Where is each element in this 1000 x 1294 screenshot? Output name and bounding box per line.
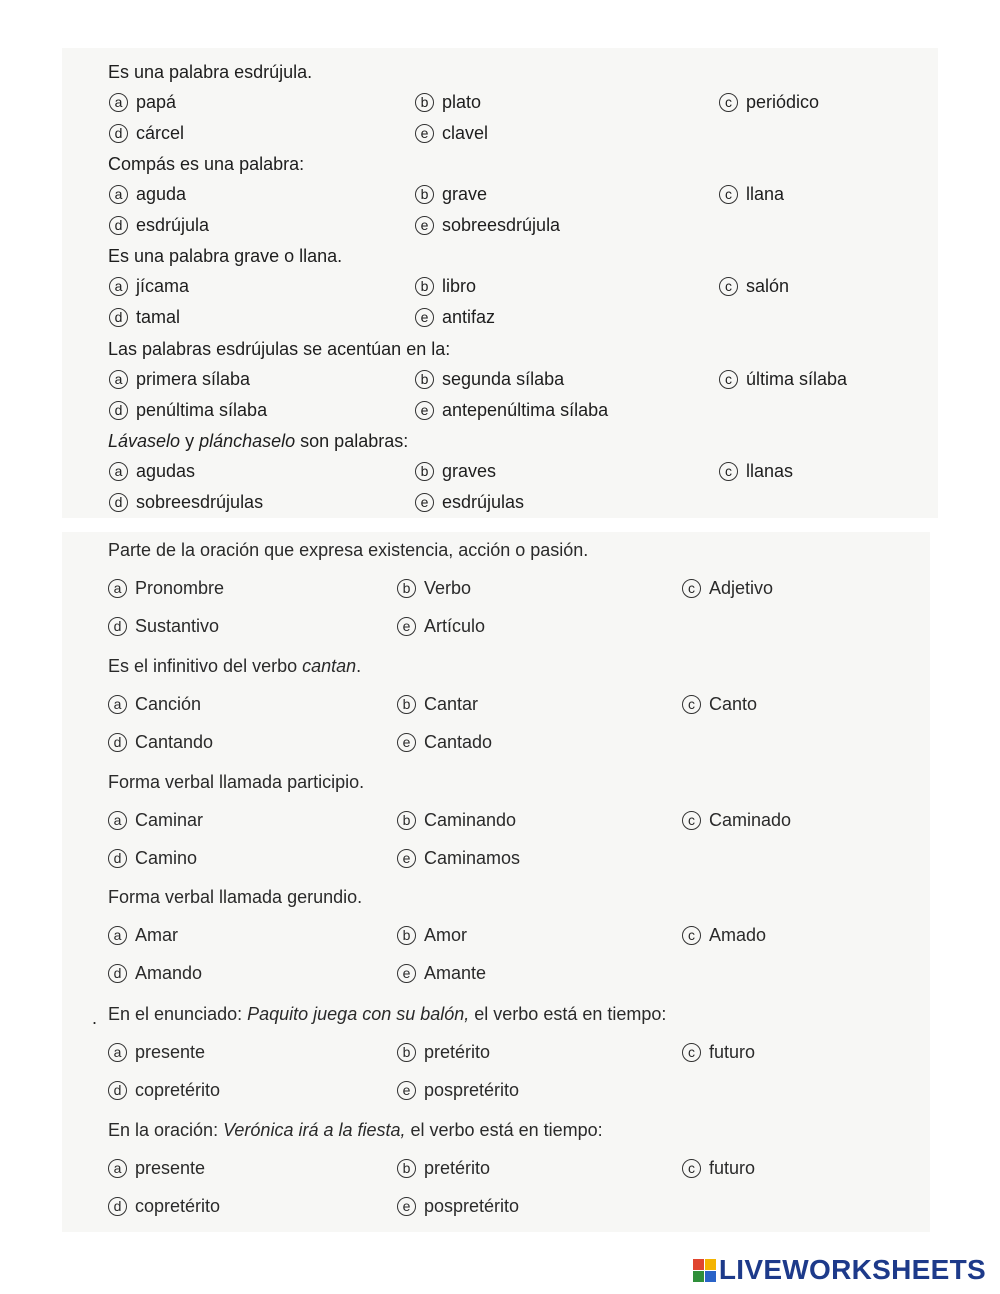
option-text: segunda sílaba bbox=[442, 369, 565, 389]
answer-option-a[interactable] bbox=[108, 1042, 205, 1063]
answer-option-e[interactable] bbox=[397, 1196, 519, 1217]
answer-option-e[interactable] bbox=[415, 215, 560, 236]
answer-option-b[interactable] bbox=[397, 578, 471, 599]
answer-option-e[interactable] bbox=[397, 848, 520, 869]
stray-dot: . bbox=[92, 1008, 98, 1028]
option-letter-e-icon: e bbox=[397, 1197, 416, 1216]
option-text: última sílaba bbox=[746, 369, 848, 389]
answer-option-b[interactable] bbox=[415, 184, 487, 205]
option-text: periódico bbox=[746, 92, 820, 112]
option-letter-a-icon: a bbox=[108, 1159, 127, 1178]
option-letter-c-icon: c bbox=[719, 370, 738, 389]
option-text: graves bbox=[442, 461, 497, 481]
option-text: esdrújulas bbox=[442, 492, 525, 512]
brand-name: LIVEWORKSHEETS bbox=[718, 1254, 986, 1285]
answer-option-d[interactable] bbox=[108, 616, 219, 637]
option-text: plato bbox=[442, 92, 482, 112]
question-prompt bbox=[108, 656, 361, 677]
option-text: Amor bbox=[424, 925, 468, 945]
answer-option-b[interactable] bbox=[397, 694, 478, 715]
answer-option-b[interactable] bbox=[397, 1042, 490, 1063]
question-prompt: Forma verbal llamada gerundio. bbox=[108, 887, 363, 907]
answer-option-b[interactable] bbox=[415, 276, 476, 297]
question-prompt: Las palabras esdrújulas se acentúan en la: bbox=[108, 339, 451, 359]
option-text: sobreesdrújula bbox=[442, 215, 561, 235]
option-letter-e-icon: e bbox=[415, 308, 434, 327]
option-text: futuro bbox=[709, 1158, 756, 1178]
option-text: presente bbox=[135, 1042, 206, 1062]
answer-option-c[interactable] bbox=[682, 694, 757, 715]
option-letter-d-icon: d bbox=[109, 308, 128, 327]
option-text: Cantar bbox=[424, 694, 479, 714]
answer-option-d[interactable] bbox=[109, 123, 184, 144]
prompt-italic: cantan bbox=[302, 656, 357, 676]
option-letter-b-icon: b bbox=[415, 185, 434, 204]
option-letter-b-icon: b bbox=[415, 462, 434, 481]
option-letter-d-icon: d bbox=[108, 1197, 127, 1216]
option-text: pretérito bbox=[424, 1158, 491, 1178]
answer-option-b[interactable] bbox=[415, 369, 564, 390]
question-prompt: Es una palabra grave o llana. bbox=[108, 246, 343, 266]
option-text: Cantado bbox=[424, 732, 493, 752]
option-text: copretérito bbox=[135, 1080, 221, 1100]
option-letter-d-icon: d bbox=[109, 493, 128, 512]
option-text: Artículo bbox=[424, 616, 486, 636]
option-letter-c-icon: c bbox=[719, 93, 738, 112]
option-letter-c-icon: c bbox=[682, 695, 701, 714]
option-letter-e-icon: e bbox=[397, 733, 416, 752]
option-text: Canto bbox=[709, 694, 758, 714]
answer-option-a[interactable] bbox=[109, 184, 186, 205]
answer-option-e[interactable] bbox=[397, 1080, 519, 1101]
option-text: antifaz bbox=[442, 307, 496, 327]
option-letter-d-icon: d bbox=[108, 964, 127, 983]
question-prompt: Forma verbal llamada participio. bbox=[108, 772, 365, 792]
option-letter-b-icon: b bbox=[397, 1159, 416, 1178]
option-text: salón bbox=[746, 276, 790, 296]
answer-option-c[interactable] bbox=[719, 461, 793, 482]
option-text: jícama bbox=[136, 276, 190, 296]
answer-option-a[interactable] bbox=[108, 810, 203, 831]
option-letter-c-icon: c bbox=[682, 811, 701, 830]
answer-option-d[interactable] bbox=[109, 400, 267, 421]
option-letter-e-icon: e bbox=[415, 216, 434, 235]
option-text: Canción bbox=[135, 694, 202, 714]
answer-option-e[interactable] bbox=[415, 400, 608, 421]
option-letter-e-icon: e bbox=[415, 401, 434, 420]
answer-option-d[interactable] bbox=[109, 307, 180, 328]
option-text: futuro bbox=[709, 1042, 756, 1062]
option-letter-c-icon: c bbox=[682, 579, 701, 598]
option-text: llanas bbox=[746, 461, 794, 481]
answer-option-d[interactable] bbox=[108, 848, 197, 869]
option-letter-b-icon: b bbox=[415, 93, 434, 112]
option-letter-d-icon: d bbox=[109, 401, 128, 420]
option-text: Caminando bbox=[424, 810, 517, 830]
option-text: aguda bbox=[136, 184, 187, 204]
option-letter-d-icon: d bbox=[108, 733, 127, 752]
answer-option-e[interactable] bbox=[397, 963, 486, 984]
option-letter-e-icon: e bbox=[415, 493, 434, 512]
answer-option-d[interactable] bbox=[108, 1196, 220, 1217]
option-letter-a-icon: a bbox=[109, 277, 128, 296]
option-text: Sustantivo bbox=[135, 616, 220, 636]
answer-option-d[interactable] bbox=[109, 215, 209, 236]
option-letter-a-icon: a bbox=[108, 926, 127, 945]
option-letter-a-icon: a bbox=[108, 579, 127, 598]
option-letter-a-icon: a bbox=[109, 370, 128, 389]
option-text: clavel bbox=[442, 123, 489, 143]
answer-option-b[interactable] bbox=[397, 1158, 490, 1179]
option-text: libro bbox=[442, 276, 477, 296]
prompt-text: Es el infinitivo del verbo bbox=[108, 656, 303, 676]
option-letter-c-icon: c bbox=[682, 926, 701, 945]
answer-option-a[interactable] bbox=[109, 276, 189, 297]
option-text: primera sílaba bbox=[136, 369, 251, 389]
answer-option-a[interactable] bbox=[108, 925, 178, 946]
option-text: pospretérito bbox=[424, 1080, 520, 1100]
option-letter-d-icon: d bbox=[108, 1081, 127, 1100]
option-text: grave bbox=[442, 184, 488, 204]
answer-option-b[interactable] bbox=[415, 92, 481, 113]
option-text: Caminado bbox=[709, 810, 792, 830]
answer-option-c[interactable] bbox=[719, 92, 819, 113]
option-text: cárcel bbox=[136, 123, 185, 143]
answer-option-b[interactable] bbox=[397, 925, 467, 946]
option-letter-b-icon: b bbox=[397, 1043, 416, 1062]
answer-option-d[interactable] bbox=[109, 492, 263, 513]
answer-option-d[interactable] bbox=[108, 963, 202, 984]
answer-option-e[interactable] bbox=[415, 123, 488, 144]
option-letter-d-icon: d bbox=[108, 617, 127, 636]
option-text: tamal bbox=[136, 307, 181, 327]
option-letter-c-icon: c bbox=[682, 1159, 701, 1178]
liveworksheets-logo-icon bbox=[693, 1259, 716, 1282]
option-text: sobreesdrújulas bbox=[136, 492, 264, 512]
option-text: Verbo bbox=[424, 578, 472, 598]
answer-option-e[interactable] bbox=[415, 492, 524, 513]
option-letter-e-icon: e bbox=[415, 124, 434, 143]
option-letter-b-icon: b bbox=[397, 926, 416, 945]
prompt-text: En la oración: bbox=[108, 1120, 224, 1140]
option-text: Amante bbox=[424, 963, 487, 983]
option-text: llana bbox=[746, 184, 785, 204]
option-text: Amar bbox=[135, 925, 179, 945]
option-text: Amado bbox=[709, 925, 767, 945]
prompt-text: el verbo está en tiempo: bbox=[405, 1120, 603, 1140]
answer-option-c[interactable] bbox=[682, 1042, 755, 1063]
option-text: pretérito bbox=[424, 1042, 491, 1062]
question-prompt: Es una palabra esdrújula. bbox=[108, 62, 313, 82]
option-letter-e-icon: e bbox=[397, 849, 416, 868]
prompt-italic: Verónica irá a la fiesta, bbox=[223, 1120, 406, 1140]
option-letter-c-icon: c bbox=[719, 277, 738, 296]
prompt-text: En el enunciado: bbox=[108, 1004, 248, 1024]
answer-option-c[interactable] bbox=[682, 925, 766, 946]
option-letter-d-icon: d bbox=[109, 216, 128, 235]
option-letter-e-icon: e bbox=[397, 1081, 416, 1100]
answer-option-a[interactable] bbox=[108, 694, 201, 715]
prompt-text: y bbox=[180, 431, 200, 451]
option-letter-e-icon: e bbox=[397, 617, 416, 636]
answer-option-c[interactable] bbox=[719, 184, 784, 205]
question-prompt: Compás es una palabra: bbox=[108, 154, 305, 174]
answer-option-c[interactable] bbox=[682, 578, 773, 599]
prompt-italic: Paquito juega con su balón, bbox=[247, 1004, 470, 1024]
prompt-text: son palabras: bbox=[295, 431, 409, 451]
prompt-italic: Lávaselo bbox=[108, 431, 181, 451]
option-text: Adjetivo bbox=[709, 578, 774, 598]
question-prompt: Parte de la oración que expresa existencia, acción o pasión. bbox=[108, 540, 589, 560]
option-text: presente bbox=[135, 1158, 206, 1178]
option-text: copretérito bbox=[135, 1196, 221, 1216]
option-letter-c-icon: c bbox=[719, 462, 738, 481]
option-text: papá bbox=[136, 92, 177, 112]
option-letter-a-icon: a bbox=[109, 185, 128, 204]
option-letter-b-icon: b bbox=[397, 811, 416, 830]
question-prompt bbox=[108, 431, 408, 452]
option-letter-e-icon: e bbox=[397, 964, 416, 983]
option-letter-b-icon: b bbox=[397, 579, 416, 598]
option-letter-a-icon: a bbox=[108, 695, 127, 714]
option-letter-b-icon: b bbox=[415, 370, 434, 389]
option-letter-b-icon: b bbox=[397, 695, 416, 714]
answer-option-a[interactable] bbox=[108, 1158, 205, 1179]
option-letter-c-icon: c bbox=[719, 185, 738, 204]
option-letter-d-icon: d bbox=[108, 849, 127, 868]
answer-option-a[interactable] bbox=[109, 92, 176, 113]
answer-option-b[interactable] bbox=[415, 461, 496, 482]
prompt-text: el verbo está en tiempo: bbox=[469, 1004, 667, 1024]
option-text: antepenúltima sílaba bbox=[442, 400, 609, 420]
option-text: Cantando bbox=[135, 732, 214, 752]
question-prompt bbox=[108, 1120, 603, 1141]
answer-option-d[interactable] bbox=[108, 732, 213, 753]
option-letter-a-icon: a bbox=[109, 93, 128, 112]
option-letter-d-icon: d bbox=[109, 124, 128, 143]
answer-option-a[interactable] bbox=[109, 461, 195, 482]
option-text: Caminar bbox=[135, 810, 204, 830]
answer-option-a[interactable] bbox=[109, 369, 250, 390]
option-text: Amando bbox=[135, 963, 203, 983]
option-text: Camino bbox=[135, 848, 198, 868]
option-text: pospretérito bbox=[424, 1196, 520, 1216]
prompt-text: . bbox=[356, 656, 362, 676]
option-text: agudas bbox=[136, 461, 196, 481]
option-letter-a-icon: a bbox=[108, 811, 127, 830]
option-letter-a-icon: a bbox=[109, 462, 128, 481]
prompt-italic: plánchaselo bbox=[199, 431, 296, 451]
answer-option-e[interactable] bbox=[415, 307, 495, 328]
option-text: Pronombre bbox=[135, 578, 225, 598]
option-text: penúltima sílaba bbox=[136, 400, 268, 420]
option-letter-c-icon: c bbox=[682, 1043, 701, 1062]
answer-option-c[interactable] bbox=[719, 276, 789, 297]
option-text: Caminamos bbox=[424, 848, 521, 868]
question-prompt bbox=[108, 1004, 666, 1025]
option-letter-b-icon: b bbox=[415, 277, 434, 296]
answer-option-c[interactable] bbox=[682, 1158, 755, 1179]
answer-option-e[interactable] bbox=[397, 732, 492, 753]
answer-option-c[interactable] bbox=[682, 810, 791, 831]
answer-option-d[interactable] bbox=[108, 1080, 220, 1101]
answer-option-a[interactable] bbox=[108, 578, 224, 599]
answer-option-e[interactable] bbox=[397, 616, 485, 637]
answer-option-c[interactable] bbox=[719, 369, 847, 390]
footer-logo bbox=[693, 1254, 986, 1286]
option-text: esdrújula bbox=[136, 215, 210, 235]
answer-option-b[interactable] bbox=[397, 810, 516, 831]
option-letter-a-icon: a bbox=[108, 1043, 127, 1062]
